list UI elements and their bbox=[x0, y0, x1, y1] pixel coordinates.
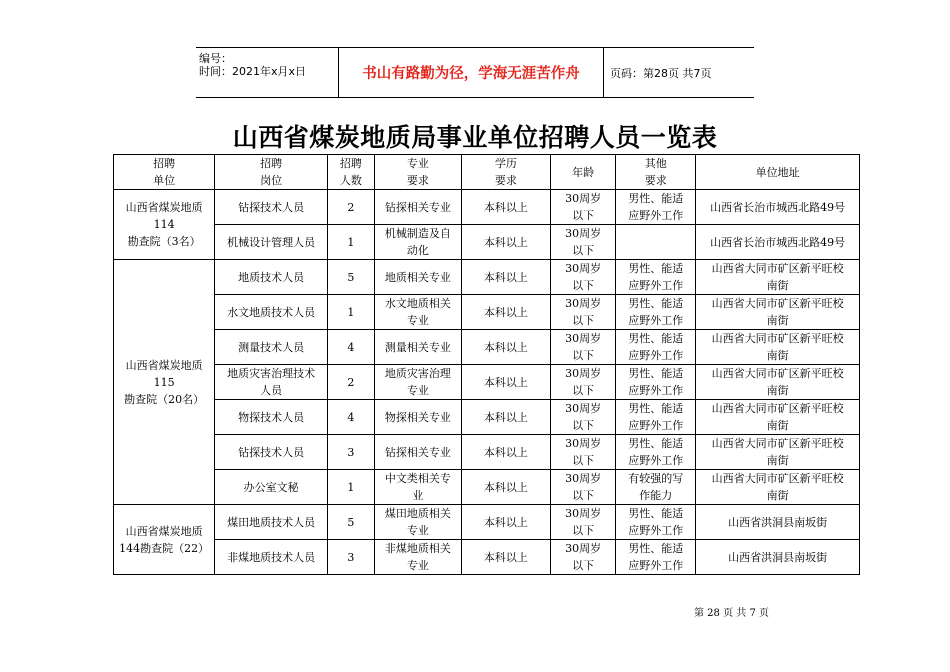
major-cell-line: 非煤地质相关 bbox=[384, 542, 451, 555]
major-cell bbox=[374, 400, 461, 435]
count-cell-line: 3 bbox=[347, 445, 355, 459]
other-requirement-cell bbox=[616, 225, 696, 260]
education-cell bbox=[461, 365, 550, 400]
count-cell bbox=[327, 540, 374, 575]
age-cell-line: 以下 bbox=[572, 244, 595, 257]
age-cell bbox=[550, 400, 615, 435]
position-cell-line: 测量技术人员 bbox=[238, 340, 305, 354]
education-cell bbox=[461, 540, 550, 575]
header-page-label: 页码：第28页 共7页 bbox=[610, 66, 712, 80]
education-cell-line: 本科以上 bbox=[483, 410, 528, 424]
address-cell bbox=[696, 365, 860, 400]
address-cell-line: 南街 bbox=[766, 384, 789, 397]
count-cell bbox=[327, 190, 374, 225]
header-slogan: 书山有路勤为径，学海无涯苦作舟 bbox=[339, 48, 604, 97]
position-cell bbox=[215, 260, 328, 295]
age-cell-line: 30周岁 bbox=[565, 402, 602, 415]
count-cell bbox=[327, 260, 374, 295]
header-education-line: 学历 bbox=[494, 157, 517, 170]
other-requirement-cell-line: 作能力 bbox=[639, 489, 673, 502]
education-cell-line: 本科以上 bbox=[483, 375, 528, 389]
other-requirement-cell-line: 男性、能适 bbox=[628, 437, 684, 450]
header-count-line: 人数 bbox=[339, 174, 362, 187]
position-cell bbox=[215, 330, 328, 365]
major-cell bbox=[374, 330, 461, 365]
count-cell bbox=[327, 505, 374, 540]
position-cell bbox=[215, 225, 328, 260]
age-cell-line: 30周岁 bbox=[565, 227, 602, 240]
address-cell-line: 山西省大同市矿区新平旺校 bbox=[711, 297, 844, 310]
unit-cell bbox=[114, 260, 215, 505]
unit-cell-line: 勘查院（20名） bbox=[124, 392, 205, 406]
position-cell-line: 人员 bbox=[260, 384, 283, 397]
header-major-line: 专业 bbox=[406, 157, 429, 170]
address-cell-line: 山西省大同市矿区新平旺校 bbox=[711, 437, 844, 450]
position-cell bbox=[215, 400, 328, 435]
major-cell bbox=[374, 540, 461, 575]
age-cell bbox=[550, 260, 615, 295]
age-cell-line: 30周岁 bbox=[565, 332, 602, 345]
header-address-line: 单位地址 bbox=[755, 165, 800, 179]
age-cell bbox=[550, 435, 615, 470]
address-cell-line: 南街 bbox=[766, 419, 789, 432]
unit-cell-line: 山西省煤炭地质 bbox=[125, 524, 203, 538]
age-cell-line: 以下 bbox=[572, 454, 595, 467]
address-cell-line: 山西省大同市矿区新平旺校 bbox=[711, 402, 844, 415]
unit-cell-line: 114 bbox=[153, 218, 175, 231]
other-requirement-cell bbox=[616, 190, 696, 225]
header-major bbox=[374, 155, 461, 190]
major-cell bbox=[374, 190, 461, 225]
other-requirement-cell bbox=[616, 330, 696, 365]
other-requirement-cell-line: 男性、能适 bbox=[628, 332, 684, 345]
age-cell-line: 以下 bbox=[572, 209, 595, 222]
major-cell-line: 钻探相关专业 bbox=[384, 445, 451, 459]
table-row bbox=[114, 540, 860, 575]
education-cell bbox=[461, 505, 550, 540]
address-cell bbox=[696, 190, 860, 225]
age-cell-line: 以下 bbox=[572, 384, 595, 397]
education-cell-line: 本科以上 bbox=[483, 445, 528, 459]
other-requirement-cell-line: 应野外工作 bbox=[628, 454, 684, 467]
major-cell-line: 中文类相关专 bbox=[384, 472, 451, 485]
address-cell-line: 南街 bbox=[766, 279, 789, 292]
position-cell-line: 非煤地质技术人员 bbox=[227, 550, 316, 564]
age-cell bbox=[550, 470, 615, 505]
major-cell-line: 动化 bbox=[406, 244, 429, 257]
age-cell bbox=[550, 365, 615, 400]
unit-cell-line: 勘查院（3名） bbox=[127, 235, 201, 248]
position-cell bbox=[215, 470, 328, 505]
table-body bbox=[114, 155, 860, 575]
education-cell bbox=[461, 470, 550, 505]
position-cell-line: 地质灾害治理技术 bbox=[227, 367, 316, 380]
age-cell bbox=[550, 225, 615, 260]
age-cell-line: 以下 bbox=[572, 419, 595, 432]
major-cell-line: 业 bbox=[412, 489, 424, 502]
education-cell-line: 本科以上 bbox=[483, 515, 528, 529]
age-cell-line: 30周岁 bbox=[565, 297, 602, 310]
table-row bbox=[114, 190, 860, 225]
table-row bbox=[114, 225, 860, 260]
page-footer: 第 28 页 共 7 页 bbox=[694, 608, 769, 619]
age-cell-line: 30周岁 bbox=[565, 542, 602, 555]
address-cell bbox=[696, 330, 860, 365]
header-position bbox=[215, 155, 328, 190]
education-cell bbox=[461, 225, 550, 260]
education-cell bbox=[461, 435, 550, 470]
education-cell bbox=[461, 190, 550, 225]
header-education bbox=[461, 155, 550, 190]
major-cell-line: 机械制造及自 bbox=[384, 227, 451, 240]
time-label: 时间：2021年x月x日 bbox=[199, 65, 307, 78]
header-count bbox=[327, 155, 374, 190]
other-requirement-cell bbox=[616, 400, 696, 435]
major-cell-line: 测量相关专业 bbox=[384, 340, 451, 354]
major-cell bbox=[374, 505, 461, 540]
major-cell-line: 地质灾害治理 bbox=[384, 367, 451, 380]
count-cell-line: 1 bbox=[347, 480, 355, 494]
count-cell-line: 4 bbox=[347, 410, 355, 424]
other-requirement-cell-line: 应野外工作 bbox=[628, 419, 684, 432]
header-address bbox=[696, 155, 860, 190]
address-cell bbox=[696, 295, 860, 330]
address-cell-line: 山西省大同市矿区新平旺校 bbox=[711, 367, 844, 380]
other-requirement-cell bbox=[616, 295, 696, 330]
count-cell bbox=[327, 225, 374, 260]
other-requirement-cell-line: 男性、能适 bbox=[628, 507, 684, 520]
table-row bbox=[114, 260, 860, 295]
header-unit bbox=[114, 155, 215, 190]
address-cell-line: 山西省长治市城西北路49号 bbox=[710, 200, 846, 214]
count-cell bbox=[327, 295, 374, 330]
major-cell-line: 专业 bbox=[406, 314, 429, 327]
major-cell-line: 地质相关专业 bbox=[384, 270, 451, 284]
other-requirement-cell-line: 有较强的写 bbox=[628, 472, 684, 485]
other-requirement-cell-line: 应野外工作 bbox=[628, 279, 684, 292]
header-other bbox=[616, 155, 696, 190]
age-cell bbox=[550, 190, 615, 225]
count-cell-line: 1 bbox=[347, 235, 355, 249]
table-row bbox=[114, 295, 860, 330]
count-cell bbox=[327, 435, 374, 470]
education-cell bbox=[461, 400, 550, 435]
count-cell-line: 2 bbox=[347, 375, 355, 389]
count-cell bbox=[327, 330, 374, 365]
count-cell-line: 2 bbox=[347, 200, 355, 214]
address-cell bbox=[696, 400, 860, 435]
address-cell-line: 南街 bbox=[766, 349, 789, 362]
education-cell-line: 本科以上 bbox=[483, 480, 528, 494]
address-cell bbox=[696, 470, 860, 505]
age-cell-line: 30周岁 bbox=[565, 192, 602, 205]
education-cell-line: 本科以上 bbox=[483, 235, 528, 249]
count-cell bbox=[327, 365, 374, 400]
age-cell-line: 以下 bbox=[572, 314, 595, 327]
count-cell-line: 5 bbox=[347, 270, 355, 284]
position-cell-line: 物探技术人员 bbox=[238, 410, 305, 424]
count-cell bbox=[327, 470, 374, 505]
header-other-line: 其他 bbox=[644, 157, 667, 170]
education-cell-line: 本科以上 bbox=[483, 550, 528, 564]
education-cell-line: 本科以上 bbox=[483, 305, 528, 319]
education-cell-line: 本科以上 bbox=[483, 200, 528, 214]
unit-cell bbox=[114, 190, 215, 260]
other-requirement-cell bbox=[616, 470, 696, 505]
address-cell-line: 南街 bbox=[766, 489, 789, 502]
other-requirement-cell-line: 男性、能适 bbox=[628, 297, 684, 310]
position-cell bbox=[215, 295, 328, 330]
age-cell-line: 30周岁 bbox=[565, 507, 602, 520]
position-cell-line: 钻探技术人员 bbox=[238, 445, 305, 459]
major-cell bbox=[374, 470, 461, 505]
major-cell bbox=[374, 365, 461, 400]
major-cell-line: 专业 bbox=[406, 384, 429, 397]
other-requirement-cell-line: 应野外工作 bbox=[628, 524, 684, 537]
page-header bbox=[196, 47, 754, 98]
address-cell-line: 南街 bbox=[766, 314, 789, 327]
header-unit-line: 招聘 bbox=[153, 157, 176, 170]
other-requirement-cell bbox=[616, 505, 696, 540]
age-cell bbox=[550, 505, 615, 540]
major-cell-line: 钻探相关专业 bbox=[384, 200, 451, 214]
count-cell-line: 3 bbox=[347, 550, 355, 564]
address-cell bbox=[696, 435, 860, 470]
education-cell-line: 本科以上 bbox=[483, 340, 528, 354]
other-requirement-cell bbox=[616, 540, 696, 575]
position-cell bbox=[215, 505, 328, 540]
age-cell-line: 30周岁 bbox=[565, 367, 602, 380]
major-cell-line: 专业 bbox=[406, 559, 429, 572]
other-requirement-cell bbox=[616, 260, 696, 295]
address-cell-line: 山西省大同市矿区新平旺校 bbox=[711, 472, 844, 485]
major-cell-line: 专业 bbox=[406, 524, 429, 537]
major-cell bbox=[374, 435, 461, 470]
header-other-line: 要求 bbox=[644, 174, 667, 187]
other-requirement-cell-line: 男性、能适 bbox=[628, 262, 684, 275]
count-cell-line: 4 bbox=[347, 340, 355, 354]
position-cell-line: 地质技术人员 bbox=[238, 270, 305, 284]
age-cell-line: 30周岁 bbox=[565, 262, 602, 275]
header-major-line: 要求 bbox=[406, 174, 429, 187]
position-cell-line: 办公室文秘 bbox=[243, 480, 299, 494]
other-requirement-cell bbox=[616, 435, 696, 470]
position-cell bbox=[215, 190, 328, 225]
table-row bbox=[114, 330, 860, 365]
education-cell-line: 本科以上 bbox=[483, 270, 528, 284]
age-cell bbox=[550, 295, 615, 330]
unit-cell-line: 115 bbox=[153, 375, 175, 389]
unit-cell-line: 144勘查院（22） bbox=[119, 541, 210, 555]
unit-cell bbox=[114, 505, 215, 575]
education-cell bbox=[461, 295, 550, 330]
other-requirement-cell-line: 应野外工作 bbox=[628, 559, 684, 572]
position-cell-line: 钻探技术人员 bbox=[238, 200, 305, 214]
table-row bbox=[114, 400, 860, 435]
table-row bbox=[114, 505, 860, 540]
address-cell bbox=[696, 260, 860, 295]
major-cell bbox=[374, 295, 461, 330]
other-requirement-cell-line: 应野外工作 bbox=[628, 209, 684, 222]
age-cell-line: 以下 bbox=[572, 524, 595, 537]
other-requirement-cell-line: 男性、能适 bbox=[628, 402, 684, 415]
age-cell-line: 以下 bbox=[572, 559, 595, 572]
table-header-row bbox=[114, 155, 860, 190]
address-cell-line: 山西省洪洞县南坂街 bbox=[728, 515, 828, 529]
other-requirement-cell-line: 应野外工作 bbox=[628, 384, 684, 397]
header-meta bbox=[196, 48, 339, 97]
number-label: 编号： bbox=[199, 52, 232, 65]
other-requirement-cell bbox=[616, 365, 696, 400]
major-cell bbox=[374, 225, 461, 260]
address-cell-line: 山西省洪洞县南坂街 bbox=[728, 550, 828, 564]
unit-cell-line: 山西省煤炭地质 bbox=[125, 201, 203, 214]
position-cell-line: 水文地质技术人员 bbox=[227, 305, 316, 319]
address-cell-line: 山西省长治市城西北路49号 bbox=[710, 235, 846, 249]
header-age-line: 年龄 bbox=[572, 165, 595, 179]
position-cell bbox=[215, 540, 328, 575]
address-cell bbox=[696, 505, 860, 540]
page-title: 山西省煤炭地质局事业单位招聘人员一览表 bbox=[232, 123, 718, 152]
other-requirement-cell-line: 男性、能适 bbox=[628, 367, 684, 380]
table-row bbox=[114, 435, 860, 470]
age-cell-line: 以下 bbox=[572, 279, 595, 292]
count-cell bbox=[327, 400, 374, 435]
header-position-line: 岗位 bbox=[260, 174, 283, 187]
age-cell-line: 30周岁 bbox=[565, 472, 602, 485]
recruitment-table bbox=[113, 154, 860, 575]
other-requirement-cell-line: 男性、能适 bbox=[628, 192, 684, 205]
header-count-line: 招聘 bbox=[339, 157, 362, 170]
count-cell-line: 5 bbox=[347, 515, 355, 529]
education-cell bbox=[461, 330, 550, 365]
age-cell-line: 以下 bbox=[572, 489, 595, 502]
table-row bbox=[114, 365, 860, 400]
age-cell-line: 以下 bbox=[572, 349, 595, 362]
address-cell-line: 山西省大同市矿区新平旺校 bbox=[711, 332, 844, 345]
education-cell bbox=[461, 260, 550, 295]
major-cell-line: 煤田地质相关 bbox=[384, 507, 451, 520]
unit-cell-line: 山西省煤炭地质 bbox=[125, 358, 203, 372]
major-cell-line: 物探相关专业 bbox=[384, 410, 451, 424]
header-position-line: 招聘 bbox=[260, 157, 283, 170]
age-cell bbox=[550, 330, 615, 365]
position-cell bbox=[215, 435, 328, 470]
position-cell-line: 煤田地质技术人员 bbox=[227, 515, 316, 529]
address-cell-line: 山西省大同市矿区新平旺校 bbox=[711, 262, 844, 275]
address-cell bbox=[696, 225, 860, 260]
count-cell-line: 1 bbox=[347, 305, 355, 319]
header-unit-line: 单位 bbox=[153, 174, 176, 187]
position-cell bbox=[215, 365, 328, 400]
table-row bbox=[114, 470, 860, 505]
other-requirement-cell-line: 应野外工作 bbox=[628, 314, 684, 327]
position-cell-line: 机械设计管理人员 bbox=[227, 235, 316, 249]
major-cell-line: 水文地质相关 bbox=[384, 297, 451, 310]
header-age bbox=[550, 155, 615, 190]
other-requirement-cell-line: 应野外工作 bbox=[628, 349, 684, 362]
address-cell-line: 南街 bbox=[766, 454, 789, 467]
major-cell bbox=[374, 260, 461, 295]
age-cell bbox=[550, 540, 615, 575]
address-cell bbox=[696, 540, 860, 575]
header-education-line: 要求 bbox=[494, 174, 517, 187]
other-requirement-cell-line: 男性、能适 bbox=[628, 542, 684, 555]
age-cell-line: 30周岁 bbox=[565, 437, 602, 450]
